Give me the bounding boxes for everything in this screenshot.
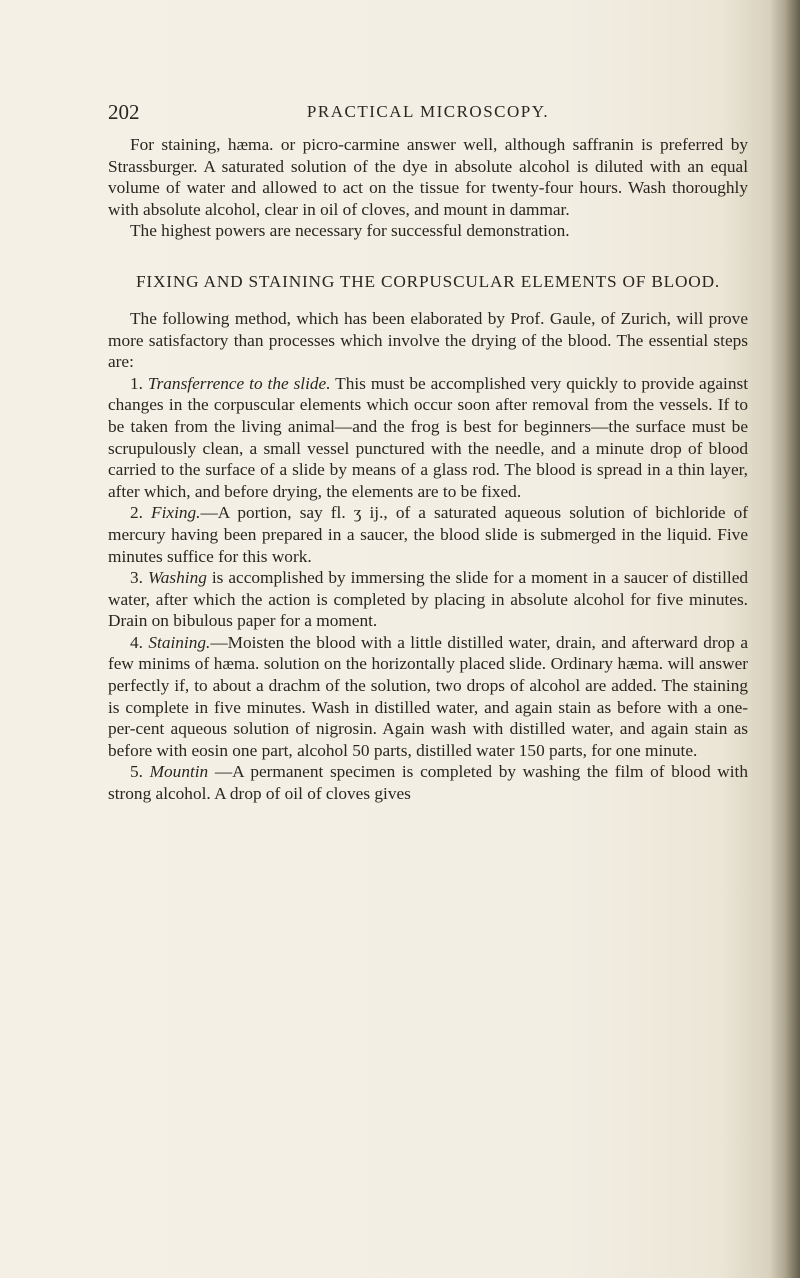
step-number: 2. xyxy=(130,503,143,523)
page-number: 202 xyxy=(108,100,140,124)
step-number: 3. xyxy=(130,568,143,588)
step-title: Fixing. xyxy=(151,503,201,523)
step-text: —A portion, say fl. ʒ ij., of a saturated aqueous solution of bichloride of mercury having been prepared in a saucer, the blood slide is submerged in the liquid. Five minutes suffice for this work. xyxy=(108,503,748,566)
body-text xyxy=(108,134,748,805)
paragraph-highest-powers: The highest powers are necessary for successful demonstration. xyxy=(130,221,570,241)
step-text: This must be accomplished very quickly to provide against changes in the corpuscular elements which occur soon after removal from the vessels. If to be taken from the living animal—and the frog is best for beginners—the surface must be scrupulously clean, a small vessel punctured with the needle, and a minute drop of blood carried to the surface of a slide by means of a glass rod. The blood is spread in a thin layer, after which, and before drying, the elements are to be fixed. xyxy=(108,373,748,501)
step-2 xyxy=(108,502,748,567)
step-number: 5. xyxy=(130,762,143,782)
page-edge-shadow xyxy=(770,0,800,1278)
step-title: Staining. xyxy=(148,632,211,652)
page-header xyxy=(108,100,748,128)
step-4 xyxy=(108,632,748,762)
step-5 xyxy=(108,761,748,804)
step-1 xyxy=(108,373,748,503)
step-title: Mountin xyxy=(149,762,209,782)
step-text: —A permanent specimen is completed by washing the film of blood with strong alcohol. A drop of oil of cloves gives xyxy=(108,762,748,804)
step-number: 1. xyxy=(130,373,143,393)
section-heading: FIXING AND STAINING THE CORPUSCULAR ELEMENTS OF BLOOD. xyxy=(136,271,720,291)
step-number: 4. xyxy=(130,632,143,652)
step-text: is accomplished by immersing the slide for a moment in a saucer of distilled water, after which the action is completed by placing in absolute alcohol for five minutes. Drain on bibulous paper for a moment. xyxy=(108,568,749,631)
step-title: Transferrence to the slide. xyxy=(147,373,331,393)
paragraph-intro: The following method, which has been elaborated by Prof. Gaule, of Zurich, will prove more satisfactory than processes which involve the drying of the blood. The essential steps are: xyxy=(108,308,748,372)
step-text: —Moisten the blood with a little distilled water, drain, and afterward drop a few minims of hæma. solution on the horizontally placed slide. Ordinary hæma. will answer perfectly if, to about a drachm of the solution, two drops of alcohol are added. The staining is complete in five minutes. Wash in distilled water, and again stain as before with a one-per-cent aqueous solution of nigrosin. Again wash with distilled water, and again stain as before with eosin one part, alcohol 50 parts, distilled water 150 parts, for one minute. xyxy=(108,632,748,760)
running-head: PRACTICAL MICROSCOPY. xyxy=(306,102,550,121)
step-title: Washing xyxy=(147,568,207,588)
paragraph-staining: For staining, hæma. or picro-carmine answer well, although saffranin is preferred by Strassburger. A saturated solution of the dye in absolute alcohol is diluted with an equal volume of water and allowed to act on the tissue for twenty-four hours. Wash thoroughly with absolute alcohol, clear in oil of cloves, and mount in dammar. xyxy=(108,135,748,219)
step-3 xyxy=(108,567,748,632)
